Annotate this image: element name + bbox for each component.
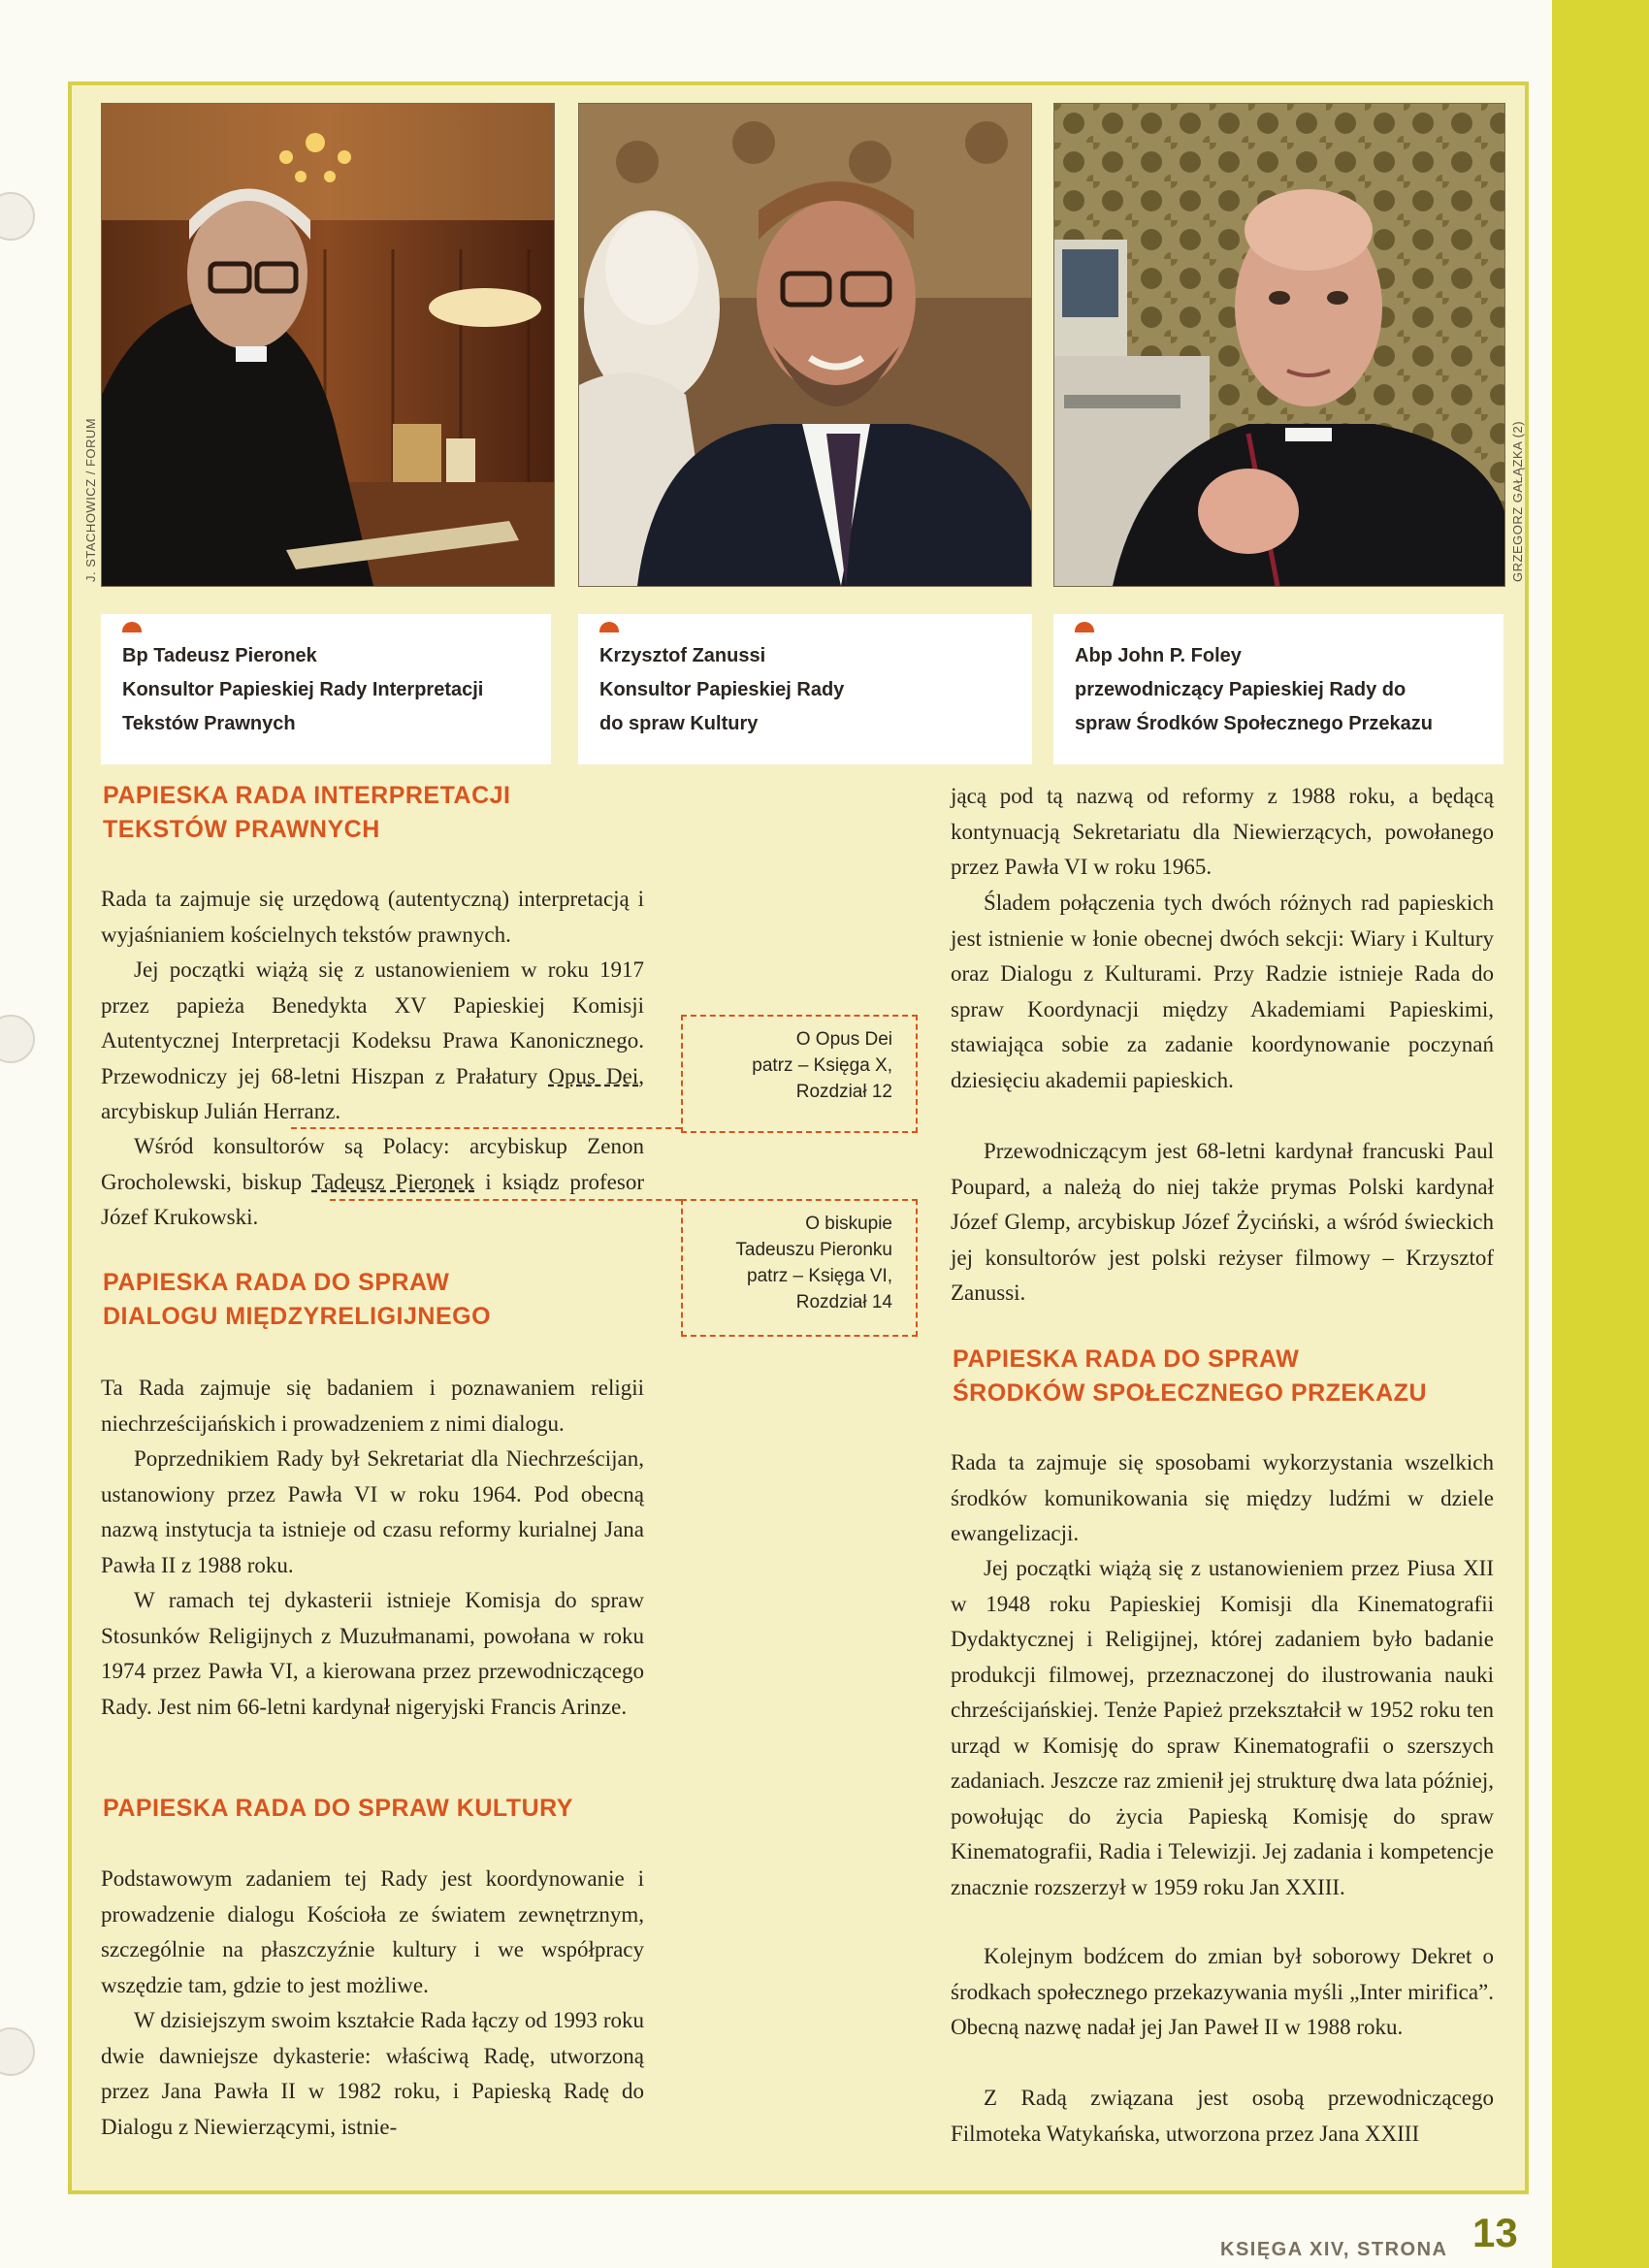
section-heading: PAPIESKA RADA INTERPRETACJI TEKSTÓW PRAWNYCH [103,782,511,843]
caption-role: przewodniczący Papieskiej Rady do [1075,679,1406,700]
paragraph: Jej początki wiążą się z ustanowieniem w roku 1917 przez papieża Benedykta XV Papieskiej Komisji Autentycznej Interpretacji Kodeksu Prawa Kanonicznego. Przewodniczy jej 68-letni Hiszpan z Prałatury Opus Dei, arcybiskup Julián Herranz. [101,957,644,1123]
bullet-icon [599,622,619,632]
punch-hole [0,2027,35,2076]
crossref-text: O biskupie [805,1214,892,1234]
caption-name: Bp Tadeusz Pieronek [122,645,317,666]
photo-credit: GRZEGORZ GAŁĄZKA (2) [1510,420,1525,582]
paragraph: Przewodniczącym jest 68-letni kardynał francuski Paul Poupard, a należą do niej także prymas Polski kardynał Józef Glemp, arcybiskup Józef Życiński, a wśród świeckich jej konsultorów jest polski reżyser filmowy – Krzysztof Zanussi. [951,1139,1494,1305]
caption-role: spraw Środków Społecznego Przekazu [1075,713,1433,734]
yellow-edge-strip [1552,0,1649,2268]
crossref-connector [330,1199,681,1201]
bullet-icon [122,622,142,632]
section-heading: PAPIESKA RADA DO SPRAW DIALOGU MIĘDZYRELIGIJNEGO [103,1269,492,1330]
paragraph: jącą pod tą nazwą od reformy z 1988 roku, a będącą kontynuacją Sekretariatu dla Niewierzących, powołanego przez Pawła VI w roku 1965. [951,784,1494,879]
section-heading: PAPIESKA RADA DO SPRAW ŚRODKÓW SPOŁECZNEGO PRZEKAZU [953,1345,1428,1407]
paragraph: W dzisiejszym swoim kształcie Rada łączy od 1993 roku dwie dawniejsze dykasterie: właściwą Radę, utworzoną przez Jana Pawła II w 1982 roku, i Papieską Radę do Dialogu z Niewierzącymi, istnie- [101,2008,644,2139]
section-heading: PAPIESKA RADA DO SPRAW KULTURY [103,1795,573,1822]
crossref-text: patrz – Księga VI, [747,1266,892,1286]
caption-role: do spraw Kultury [599,713,759,734]
paragraph: Poprzednikiem Rady był Sekretariat dla Niechrześcijan, ustanowiony przez Pawła VI w roku 1964. Pod obecną nazwą instytucja ta istnieje od czasu reformy kurialnej Jana Pawła II z 1988 roku. [101,1446,644,1577]
punch-hole [0,192,35,241]
paragraph: Jej początki wiążą się z ustanowieniem przez Piusa XII w 1948 roku Papieskiej Komisji dla Kinematografii Dydaktycznej i Religijnej, której zadaniem było badanie produkcji filmowej, przeznaczonej do ilustrowania nauki chrześcijańskiej. Tenże Papież przekształcił w 1952 roku ten urząd w Komisję do spraw Kinematografii o szerszych zadaniach. Jeszcze raz zmienił jej strukturę dwa lata później, powołując do życia Papieską Komisję do spraw Kinematografii, Radia i Telewizji. Jej zadania i kompetencje znacznie rozszerzył w 1959 roku Jan XXIII. [951,1556,1494,1899]
crossref-opus-dei[interactable] [681,1015,918,1133]
bullet-icon [1075,622,1094,632]
paragraph: Rada ta zajmuje się sposobami wykorzystania wszelkich środków komunikowania się między ludźmi w dziele ewangelizacji. [951,1450,1494,1545]
paragraph: W ramach tej dykasterii istnieje Komisja do spraw Stosunków Religijnych z Muzułmanami, powołana w roku 1974 przez Pawła VI, a kierowana przez przewodniczącego Rady. Jest nim 66-letni kardynał nigeryjski Francis Arinze. [101,1588,644,1719]
caption-pieronek [101,614,551,764]
crossref-text: O Opus Dei [795,1029,892,1050]
paragraph: Podstawowym zadaniem tej Rady jest koordynowanie i prowadzenie dialogu Kościoła ze światem zewnętrznym, szczególnie na płaszczyźnie kultury i we współpracy wszędzie tam, gdzie to jest możliwe. [101,1866,644,1997]
caption-role: Tekstów Prawnych [122,713,296,734]
caption-name: Krzysztof Zanussi [599,645,766,666]
paragraph: Z Radą związana jest osobą przewodniczącego Filmoteka Watykańska, utworzona przez Jana XXIII [951,2086,1494,2146]
opus-dei-link[interactable]: Opus Dei [548,1063,639,1088]
photo-pieronek [101,103,555,587]
photo-zanussi [578,103,1032,587]
caption-name: Abp John P. Foley [1075,645,1242,666]
paragraph: Ta Rada zajmuje się badaniem i poznawaniem religii niechrześcijańskich i prowadzeniem z nimi dialogu. [101,1376,644,1436]
paragraph: Wśród konsultorów są Polacy: arcybiskup Zenon Grocholewski, biskup Tadeusz Pieronek i ksiądz profesor Józef Krukowski. [101,1134,644,1229]
footer-label: KSIĘGA XIV, STRONA [1220,2239,1448,2260]
caption-role: Konsultor Papieskiej Rady Interpretacji [122,679,484,700]
pieronek-link[interactable]: Tadeusz Pieronek [311,1169,475,1194]
photo-credit: J. STACHOWICZ / FORUM [83,417,98,582]
crossref-text: Rozdział 14 [795,1292,892,1312]
page-number: 13 [1472,2210,1518,2255]
crossref-text: Tadeuszu Pieronku [735,1240,892,1260]
paragraph: Kolejnym bodźcem do zmian był soborowy Dekret o środkach społecznego przekazywania myśli „Inter mirifica”. Obecną nazwę nadał jej Jan Paweł II w 1988 roku. [951,1944,1494,2039]
crossref-text: patrz – Księga X, [752,1055,892,1076]
crossref-text: Rozdział 12 [795,1082,892,1102]
caption-role: Konsultor Papieskiej Rady [599,679,845,700]
crossref-pieronek[interactable] [681,1199,918,1337]
caption-zanussi [578,614,1032,764]
crossref-connector [291,1127,681,1129]
photo-foley [1053,103,1505,587]
caption-foley [1053,614,1504,764]
punch-hole [0,1015,35,1063]
paragraph: Rada ta zajmuje się urzędową (autentyczną) interpretacją i wyjaśnianiem kościelnych tekstów prawnych. [101,887,644,947]
paragraph: Śladem połączenia tych dwóch różnych rad papieskich jest istnienie w łonie obecnej dwóch sekcji: Wiary i Kultury oraz Dialogu z Kulturami. Przy Radzie istnieje Rada do spraw Koordynacji między Akademiami Papieskimi, stawiająca sobie za zadanie koordynowanie poczynań dziesięciu akademii papieskich. [951,891,1494,1092]
